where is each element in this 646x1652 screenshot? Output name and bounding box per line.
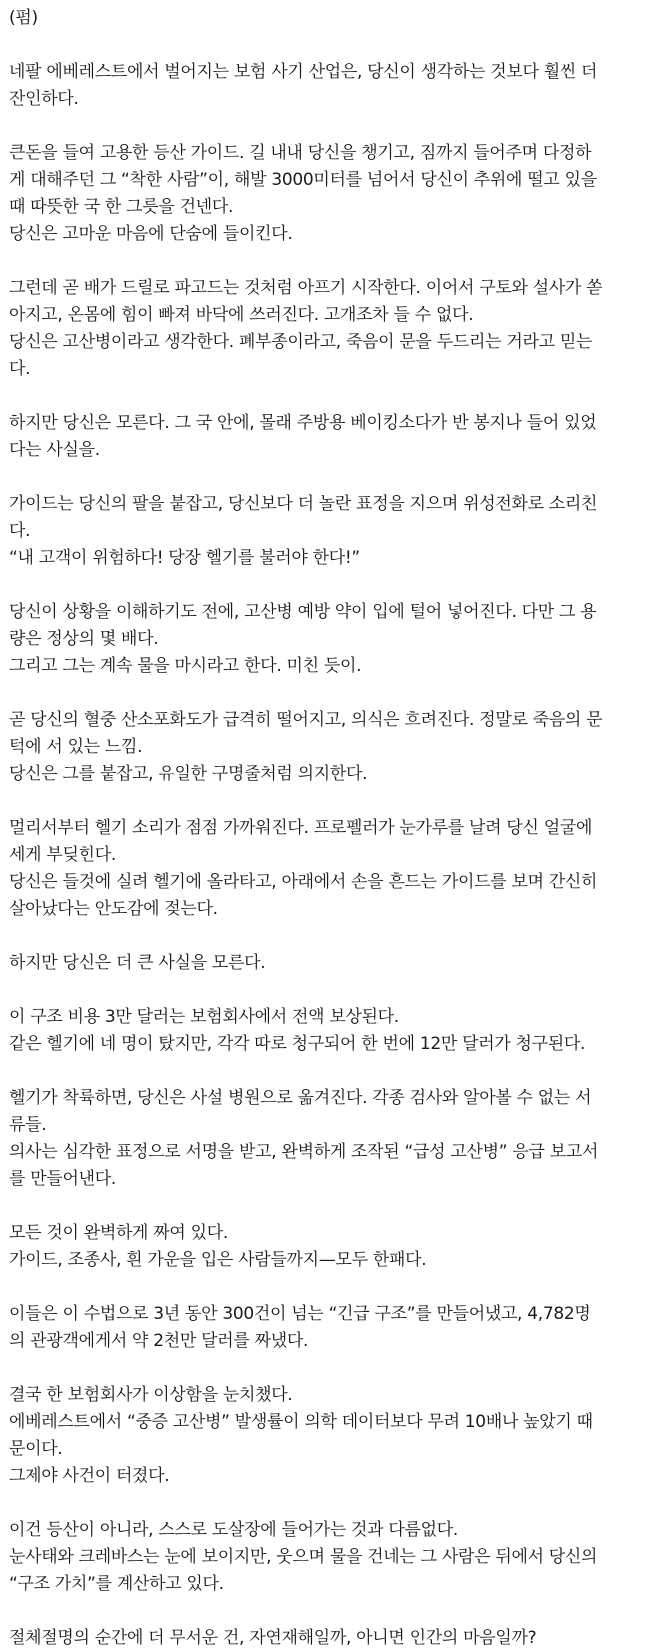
text-line: (펌)	[9, 8, 38, 28]
paragraph	[9, 5, 632, 32]
paragraph	[9, 1517, 632, 1598]
text-line: 세게 부딪힌다.	[9, 845, 116, 865]
paragraph-gap	[9, 572, 632, 599]
text-line: 당신은 고마운 마음에 단숨에 들이킨다.	[9, 224, 293, 244]
text-line: 다.	[9, 359, 31, 379]
text-line: 류들.	[9, 1115, 47, 1135]
text-line: “구조 가치”를 계산하고 있다.	[9, 1574, 224, 1594]
text-line: “내 고객이 위험하다! 당장 헬기를 불러야 한다!”	[9, 548, 360, 568]
text-line: 를 만들어낸다.	[9, 1169, 116, 1189]
text-line: 이들은 이 수법으로 3년 동안 300건이 넘는 “긴급 구조”를 만들어냈고, 4,782명	[9, 1304, 591, 1324]
paragraph-gap	[9, 1355, 632, 1382]
text-line: 가이드, 조종사, 흰 가운을 입은 사람들까지—모두 한패다.	[9, 1250, 427, 1270]
text-line: 가이드는 당신의 팔을 붙잡고, 당신보다 더 놀란 표정을 지으며 위성전화로 소리친	[9, 494, 598, 514]
text-line: 다.	[9, 521, 31, 541]
text-line: 게 대해주던 그 “착한 사람”이, 해발 3000미터를 넘어서 당신이 추위에 떨고 있을	[9, 170, 597, 190]
paragraph	[9, 491, 632, 572]
paragraph	[9, 410, 632, 464]
paragraph-gap	[9, 113, 632, 140]
text-line: 당신은 그를 붙잡고, 유일한 구명줄처럼 의지한다.	[9, 764, 368, 784]
text-line: 헬기가 착륙하면, 당신은 사설 병원으로 옮겨진다. 각종 검사와 알아볼 수 없는 서	[9, 1088, 592, 1108]
paragraph	[9, 1004, 632, 1058]
paragraph	[9, 1085, 632, 1193]
paragraph	[9, 1301, 632, 1355]
text-line: 때 따뜻한 국 한 그릇을 건넨다.	[9, 197, 234, 217]
text-line: 턱에 서 있는 느낌.	[9, 737, 143, 757]
paragraph	[9, 815, 632, 923]
text-line: 아지고, 온몸에 힘이 빠져 바닥에 쓰러진다. 고개조차 들 수 없다.	[9, 305, 474, 325]
text-line: 그리고 그는 계속 물을 마시라고 한다. 미친 듯이.	[9, 656, 362, 676]
text-line: 하지만 당신은 더 큰 사실을 모른다.	[9, 953, 266, 973]
paragraph-gap	[9, 1058, 632, 1085]
text-line: 당신은 고산병이라고 생각한다. 폐부종이라고, 죽음이 문을 두드리는 거라고 믿는	[9, 332, 593, 352]
paragraph-gap	[9, 1598, 632, 1625]
text-line: 잔인하다.	[9, 89, 79, 109]
text-line: 그제야 사건이 터졌다.	[9, 1466, 170, 1486]
text-line: 큰돈을 들여 고용한 등산 가이드. 길 내내 당신을 챙기고, 짐까지 들어주며 다정하	[9, 143, 592, 163]
paragraph	[9, 275, 632, 383]
paragraph	[9, 1625, 632, 1652]
text-line: 살아났다는 안도감에 젖는다.	[9, 899, 218, 919]
paragraph-gap	[9, 788, 632, 815]
paragraph	[9, 140, 632, 248]
text-line: 당신이 상황을 이해하기도 전에, 고산병 예방 약이 입에 털어 넣어진다. 다만 그 용	[9, 602, 597, 622]
text-line: 량은 정상의 몇 배다.	[9, 629, 159, 649]
paragraph-gap	[9, 923, 632, 950]
paragraph-gap	[9, 1490, 632, 1517]
text-line: 이건 등산이 아니라, 스스로 도살장에 들어가는 것과 다름없다.	[9, 1520, 458, 1540]
text-line: 당신은 들것에 실려 헬기에 올라타고, 아래에서 손을 흔드는 가이드를 보며 간신히	[9, 872, 598, 892]
text-line: 의 관광객에게서 약 2천만 달러를 짜냈다.	[9, 1331, 309, 1351]
paragraph-gap	[9, 1193, 632, 1220]
paragraph-gap	[9, 464, 632, 491]
paragraph	[9, 599, 632, 680]
text-line: 에베레스트에서 “중증 고산병” 발생률이 의학 데이터보다 무려 10배나 높았기 때	[9, 1412, 593, 1432]
text-line: 결국 한 보험회사가 이상함을 눈치챘다.	[9, 1385, 293, 1405]
text-line: 문이다.	[9, 1439, 63, 1459]
text-line: 그런데 곧 배가 드릴로 파고드는 것처럼 아프기 시작한다. 이어서 구토와 설사가 쏟	[9, 278, 603, 298]
text-line: 의사는 심각한 표정으로 서명을 받고, 완벽하게 조작된 “급성 고산병” 응급 보고서	[9, 1142, 599, 1162]
paragraph	[9, 1382, 632, 1490]
text-line: 네팔 에베레스트에서 벌어지는 보험 사기 산업은, 당신이 생각하는 것보다 훨씬 더	[9, 62, 598, 82]
text-line: 절체절명의 순간에 더 무서운 건, 자연재해일까, 아니면 인간의 마음일까?	[9, 1628, 537, 1648]
text-line: 멀리서부터 헬기 소리가 점점 가까워진다. 프로펠러가 눈가루를 날려 당신 얼굴에	[9, 818, 593, 838]
paragraph-gap	[9, 977, 632, 1004]
paragraph-gap	[9, 680, 632, 707]
text-line: 같은 헬기에 네 명이 탔지만, 각각 따로 청구되어 한 번에 12만 달러가 청구된다.	[9, 1034, 586, 1054]
text-line: 눈사태와 크레바스는 눈에 보이지만, 웃으며 물을 건네는 그 사람은 뒤에서 당신의	[9, 1547, 598, 1567]
paragraph	[9, 707, 632, 788]
paragraph	[9, 950, 632, 977]
text-line: 하지만 당신은 모른다. 그 국 안에, 몰래 주방용 베이킹소다가 반 봉지나 들어 있었	[9, 413, 597, 433]
paragraph-gap	[9, 1274, 632, 1301]
paragraph-gap	[9, 248, 632, 275]
paragraph	[9, 1220, 632, 1274]
paragraph-gap	[9, 32, 632, 59]
text-line: 이 구조 비용 3만 달러는 보험회사에서 전액 보상된다.	[9, 1007, 399, 1027]
text-line: 곧 당신의 혈중 산소포화도가 급격히 떨어지고, 의식은 흐려진다. 정말로 죽음의 문	[9, 710, 603, 730]
paragraph-gap	[9, 383, 632, 410]
text-line: 모든 것이 완벽하게 짜여 있다.	[9, 1223, 228, 1243]
text-line: 다는 사실을.	[9, 440, 100, 460]
paragraph	[9, 59, 632, 113]
